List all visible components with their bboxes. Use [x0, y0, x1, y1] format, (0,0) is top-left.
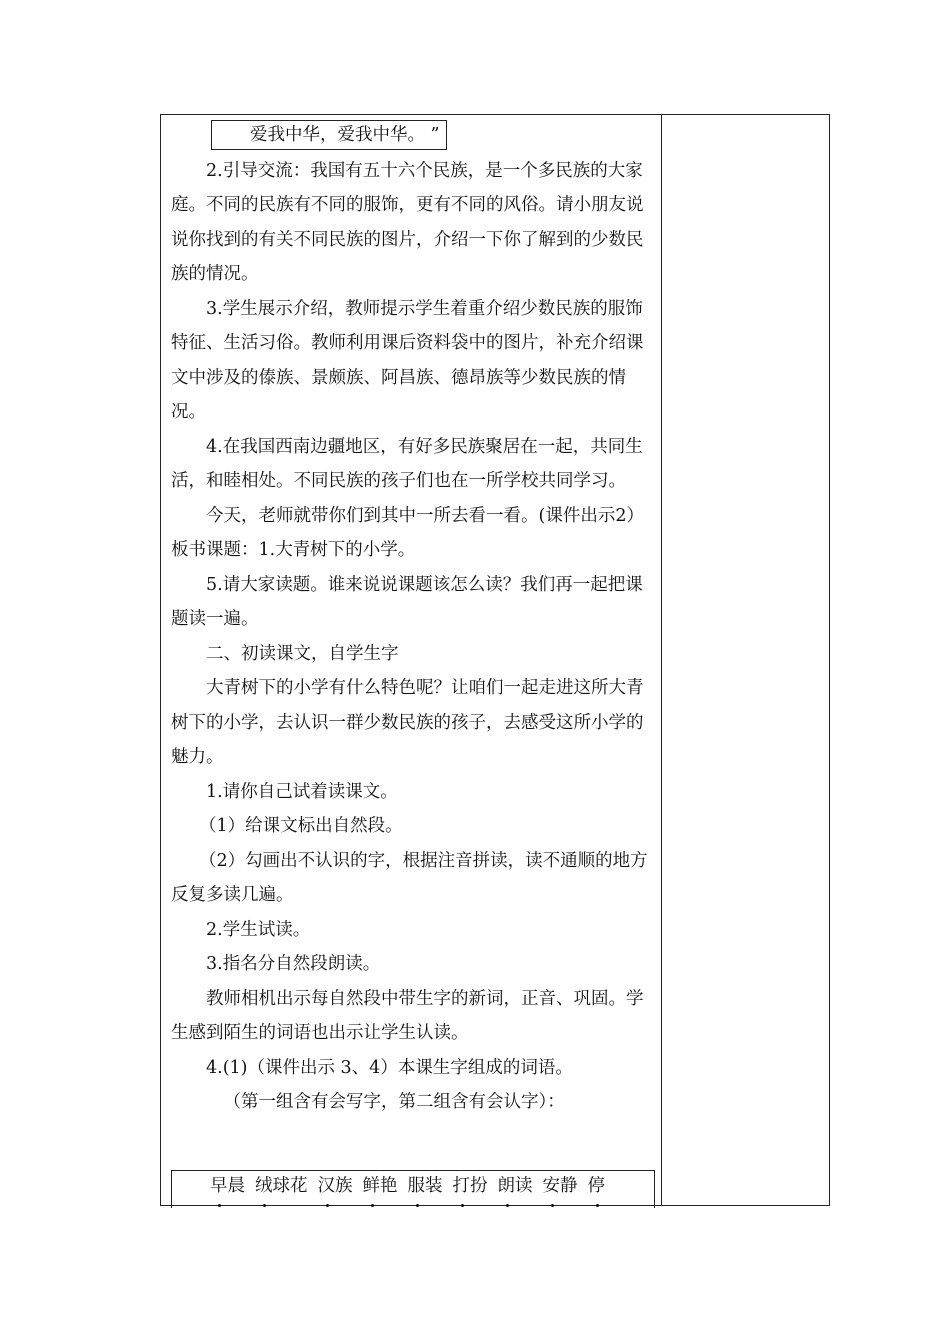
paragraph: （1）给课文标出自然段。: [199, 816, 403, 836]
paragraph: 教师相机出示每自然段中带生字的新词，正音、巩固。学生感到陌生的词语也出示让学生认读。: [171, 988, 644, 1043]
emphasis-dot: [596, 1204, 599, 1207]
paragraph: 今天，老师就带你们到其中一所去看一看。(课件出示2）板书课题：1.大青树下的小学。: [171, 505, 644, 560]
emphasis-dot: [371, 1204, 374, 1207]
paragraph: 2.学生试读。: [206, 919, 311, 940]
vocab-word: 早晨: [210, 1171, 245, 1201]
emphasis-dot: [506, 1204, 509, 1207]
paragraph: 2.引导交流：我国有五十六个民族，是一个多民族的大家庭。不同的民族有不同的服饰，更有不同的风俗。请小朋友说说你找到的有关不同民族的图片，介绍一下你了解到的少数民族的情况。: [171, 160, 644, 284]
emphasis-dot: [551, 1204, 554, 1207]
paragraph: 3.学生展示介绍，教师提示学生着重介绍少数民族的服饰特征、生活习俗。教师利用课后资料袋中的图片，补充介绍课文中涉及的傣族、景颇族、阿昌族、德昂族等少数民族的情况。: [171, 298, 644, 422]
vocab-word: 打扮: [453, 1171, 488, 1201]
section-heading: 二、初读课文，自学生字: [206, 643, 399, 664]
lesson-content: [171, 118, 655, 1120]
paragraph: 4.(1)（课件出示 3、4）本课生字组成的词语。: [206, 1057, 573, 1078]
paragraph: 3.指名分自然段朗读。: [206, 954, 381, 974]
vocab-word: 安静: [543, 1171, 578, 1201]
word-list-box: [171, 1170, 655, 1208]
emphasis-dot: [263, 1204, 266, 1207]
quote-box: 爱我中华，爱我中华。 ”: [211, 120, 447, 150]
emphasis-dot: [416, 1204, 419, 1207]
vocab-word: 鲜艳: [363, 1171, 398, 1201]
paragraph: 5.请大家读题。谁来说说课题该怎么读？我们再一起把课题读一遍。: [171, 574, 643, 629]
vocab-word: 朗读: [498, 1171, 533, 1201]
paragraph: 4.在我国西南边疆地区，有好多民族聚居在一起，共同生活，和睦相处。不同民族的孩子们也在一所学校共同学习。: [171, 436, 643, 491]
word-list: [172, 1171, 654, 1201]
column-divider: [661, 114, 662, 1206]
paragraph: 1.请你自己试着读课文。: [206, 781, 398, 802]
emphasis-dot: [461, 1204, 464, 1207]
paragraph: （第一组含有会写字，第二组含有会认字）：: [223, 1092, 565, 1112]
emphasis-dot: [326, 1204, 329, 1207]
paragraph: （2）勾画出不认识的字，根据注音拼读，读不通顺的地方反复多读几遍。: [171, 850, 648, 905]
paragraph: 大青树下的小学有什么特色呢？让咱们一起走进这所大青树下的小学，去认识一群少数民族的孩子，去感受这所小学的魅力。: [171, 678, 644, 767]
vocab-word: 服装: [408, 1171, 443, 1201]
emphasis-dot: [218, 1204, 221, 1207]
vocab-word: 汉族: [318, 1171, 353, 1201]
vocab-word: 停: [588, 1171, 606, 1201]
vocab-word: 绒球花: [255, 1171, 308, 1201]
